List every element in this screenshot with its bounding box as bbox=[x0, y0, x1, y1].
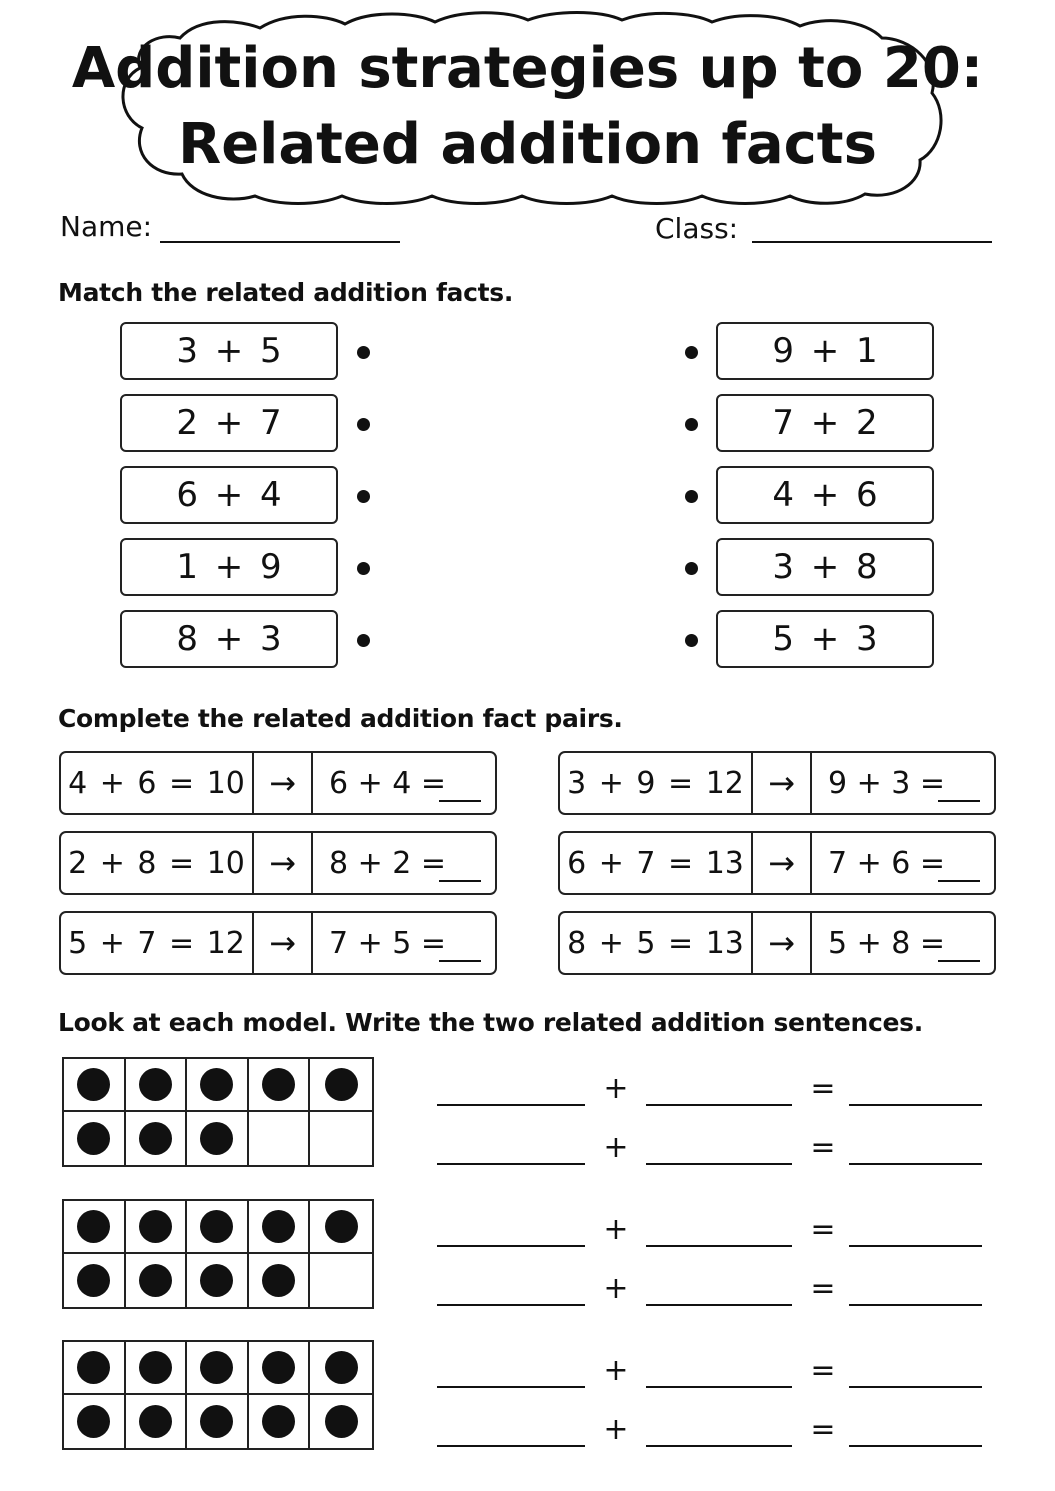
counter-dot-icon bbox=[139, 1210, 172, 1243]
ten-frame-cell bbox=[249, 1395, 311, 1448]
given-fact: 8 + 5 = 13 bbox=[560, 913, 753, 973]
equals-sign: = bbox=[810, 1212, 836, 1247]
ten-frame-cell bbox=[64, 1342, 126, 1395]
ten-frame bbox=[62, 1340, 374, 1450]
fact-pair bbox=[558, 911, 996, 975]
name-field-line[interactable] bbox=[160, 241, 400, 243]
arrow-right-icon: → bbox=[753, 833, 812, 893]
addend-blank[interactable] bbox=[437, 1386, 585, 1388]
answer-blank[interactable] bbox=[938, 960, 980, 962]
match-left-box: 8 + 3 bbox=[120, 610, 338, 668]
ten-frame-cell bbox=[249, 1342, 311, 1395]
arrow-right-icon: → bbox=[753, 913, 812, 973]
match-left-box: 1 + 9 bbox=[120, 538, 338, 596]
sum-blank[interactable] bbox=[849, 1445, 982, 1447]
given-fact: 3 + 9 = 12 bbox=[560, 753, 753, 813]
ten-frame-cell bbox=[126, 1395, 188, 1448]
ten-frame-cell bbox=[249, 1059, 311, 1112]
counter-dot-icon bbox=[262, 1351, 295, 1384]
addend-blank[interactable] bbox=[437, 1163, 585, 1165]
ten-frame-cell bbox=[249, 1112, 311, 1165]
plus-sign: + bbox=[603, 1353, 629, 1388]
sum-blank[interactable] bbox=[849, 1163, 982, 1165]
ten-frame-cell bbox=[310, 1059, 372, 1112]
arrow-right-icon: → bbox=[254, 753, 313, 813]
ten-frame-cell bbox=[187, 1395, 249, 1448]
match-right-dot[interactable] bbox=[685, 346, 698, 359]
counter-dot-icon bbox=[139, 1405, 172, 1438]
ten-frame-cell bbox=[64, 1395, 126, 1448]
counter-dot-icon bbox=[262, 1068, 295, 1101]
counter-dot-icon bbox=[325, 1405, 358, 1438]
addend-blank[interactable] bbox=[437, 1245, 585, 1247]
ten-frame-cell bbox=[187, 1342, 249, 1395]
match-left-dot[interactable] bbox=[357, 346, 370, 359]
counter-dot-icon bbox=[139, 1264, 172, 1297]
counter-dot-icon bbox=[139, 1351, 172, 1384]
related-fact: 8 + 2 = bbox=[329, 845, 447, 881]
match-right-box: 4 + 6 bbox=[716, 466, 934, 524]
ten-frame-cell bbox=[249, 1201, 311, 1254]
class-field-line[interactable] bbox=[752, 241, 992, 243]
ten-frame-cell bbox=[126, 1201, 188, 1254]
counter-dot-icon bbox=[325, 1068, 358, 1101]
addend-blank[interactable] bbox=[646, 1304, 792, 1306]
match-left-dot[interactable] bbox=[357, 490, 370, 503]
counter-dot-icon bbox=[77, 1351, 110, 1384]
sum-blank[interactable] bbox=[849, 1386, 982, 1388]
ten-frame bbox=[62, 1057, 374, 1167]
answer-blank[interactable] bbox=[439, 800, 481, 802]
counter-dot-icon bbox=[200, 1210, 233, 1243]
sum-blank[interactable] bbox=[849, 1104, 982, 1106]
match-right-box: 7 + 2 bbox=[716, 394, 934, 452]
match-right-dot[interactable] bbox=[685, 562, 698, 575]
plus-sign: + bbox=[603, 1271, 629, 1306]
related-fact: 9 + 3 = bbox=[828, 765, 946, 801]
match-left-box: 2 + 7 bbox=[120, 394, 338, 452]
fact-pair bbox=[558, 831, 996, 895]
ten-frame-cell bbox=[64, 1059, 126, 1112]
ten-frame-cell bbox=[310, 1342, 372, 1395]
ten-frame-cell bbox=[187, 1059, 249, 1112]
match-right-box: 9 + 1 bbox=[716, 322, 934, 380]
ten-frame-cell bbox=[64, 1112, 126, 1165]
fact-pair bbox=[59, 751, 497, 815]
sum-blank[interactable] bbox=[849, 1245, 982, 1247]
equals-sign: = bbox=[810, 1353, 836, 1388]
counter-dot-icon bbox=[325, 1351, 358, 1384]
counter-dot-icon bbox=[200, 1264, 233, 1297]
ten-frame-cell bbox=[310, 1395, 372, 1448]
ten-frame-cell bbox=[187, 1254, 249, 1307]
answer-blank[interactable] bbox=[938, 880, 980, 882]
related-fact: 7 + 6 = bbox=[828, 845, 946, 881]
sum-blank[interactable] bbox=[849, 1304, 982, 1306]
given-fact: 2 + 8 = 10 bbox=[61, 833, 254, 893]
ten-frame-cell bbox=[64, 1254, 126, 1307]
related-fact: 7 + 5 = bbox=[329, 925, 447, 961]
answer-blank[interactable] bbox=[439, 960, 481, 962]
counter-dot-icon bbox=[77, 1122, 110, 1155]
addend-blank[interactable] bbox=[646, 1245, 792, 1247]
match-left-dot[interactable] bbox=[357, 418, 370, 431]
match-left-dot[interactable] bbox=[357, 634, 370, 647]
counter-dot-icon bbox=[77, 1405, 110, 1438]
counter-dot-icon bbox=[77, 1264, 110, 1297]
addend-blank[interactable] bbox=[646, 1386, 792, 1388]
match-right-box: 5 + 3 bbox=[716, 610, 934, 668]
addend-blank[interactable] bbox=[646, 1163, 792, 1165]
fact-pair bbox=[558, 751, 996, 815]
related-fact: 6 + 4 = bbox=[329, 765, 447, 801]
addend-blank[interactable] bbox=[646, 1445, 792, 1447]
name-label: Name: bbox=[60, 210, 153, 243]
counter-dot-icon bbox=[262, 1264, 295, 1297]
ten-frame-cell bbox=[310, 1201, 372, 1254]
ten-frame-cell bbox=[126, 1342, 188, 1395]
counter-dot-icon bbox=[77, 1068, 110, 1101]
equals-sign: = bbox=[810, 1071, 836, 1106]
ten-frame-cell bbox=[187, 1201, 249, 1254]
match-left-box: 3 + 5 bbox=[120, 322, 338, 380]
match-right-dot[interactable] bbox=[685, 634, 698, 647]
plus-sign: + bbox=[603, 1071, 629, 1106]
related-fact: 5 + 8 = bbox=[828, 925, 946, 961]
equals-sign: = bbox=[810, 1412, 836, 1447]
counter-dot-icon bbox=[200, 1351, 233, 1384]
given-fact: 4 + 6 = 10 bbox=[61, 753, 254, 813]
plus-sign: + bbox=[603, 1412, 629, 1447]
match-right-dot[interactable] bbox=[685, 418, 698, 431]
match-instruction: Match the related addition facts. bbox=[58, 278, 514, 307]
ten-frame-cell bbox=[126, 1059, 188, 1112]
plus-sign: + bbox=[603, 1212, 629, 1247]
counter-dot-icon bbox=[139, 1122, 172, 1155]
page-title-line-2: Related addition facts bbox=[178, 112, 877, 177]
ten-frame-cell bbox=[126, 1254, 188, 1307]
match-left-box: 6 + 4 bbox=[120, 466, 338, 524]
ten-frame-cell bbox=[310, 1254, 372, 1307]
pairs-instruction: Complete the related addition fact pairs. bbox=[58, 704, 623, 733]
ten-frame-cell bbox=[64, 1201, 126, 1254]
addend-blank[interactable] bbox=[646, 1104, 792, 1106]
models-instruction: Look at each model. Write the two related addition sentences. bbox=[58, 1008, 923, 1037]
fact-pair bbox=[59, 831, 497, 895]
match-left-dot[interactable] bbox=[357, 562, 370, 575]
arrow-right-icon: → bbox=[753, 753, 812, 813]
fact-pair bbox=[59, 911, 497, 975]
ten-frame bbox=[62, 1199, 374, 1309]
plus-sign: + bbox=[603, 1130, 629, 1165]
arrow-right-icon: → bbox=[254, 833, 313, 893]
counter-dot-icon bbox=[77, 1210, 110, 1243]
page-title-line-1: Addition strategies up to 20: bbox=[71, 36, 984, 101]
ten-frame-cell bbox=[187, 1112, 249, 1165]
match-right-box: 3 + 8 bbox=[716, 538, 934, 596]
addend-blank[interactable] bbox=[437, 1104, 585, 1106]
equals-sign: = bbox=[810, 1130, 836, 1165]
addend-blank[interactable] bbox=[437, 1304, 585, 1306]
ten-frame-cell bbox=[310, 1112, 372, 1165]
answer-blank[interactable] bbox=[439, 880, 481, 882]
counter-dot-icon bbox=[262, 1210, 295, 1243]
equals-sign: = bbox=[810, 1271, 836, 1306]
given-fact: 6 + 7 = 13 bbox=[560, 833, 753, 893]
given-fact: 5 + 7 = 12 bbox=[61, 913, 254, 973]
ten-frame-cell bbox=[249, 1254, 311, 1307]
counter-dot-icon bbox=[262, 1405, 295, 1438]
class-label: Class: bbox=[655, 212, 739, 245]
counter-dot-icon bbox=[139, 1068, 172, 1101]
counter-dot-icon bbox=[200, 1122, 233, 1155]
ten-frame-cell bbox=[126, 1112, 188, 1165]
counter-dot-icon bbox=[200, 1405, 233, 1438]
counter-dot-icon bbox=[200, 1068, 233, 1101]
counter-dot-icon bbox=[325, 1210, 358, 1243]
addend-blank[interactable] bbox=[437, 1445, 585, 1447]
match-right-dot[interactable] bbox=[685, 490, 698, 503]
arrow-right-icon: → bbox=[254, 913, 313, 973]
answer-blank[interactable] bbox=[938, 800, 980, 802]
